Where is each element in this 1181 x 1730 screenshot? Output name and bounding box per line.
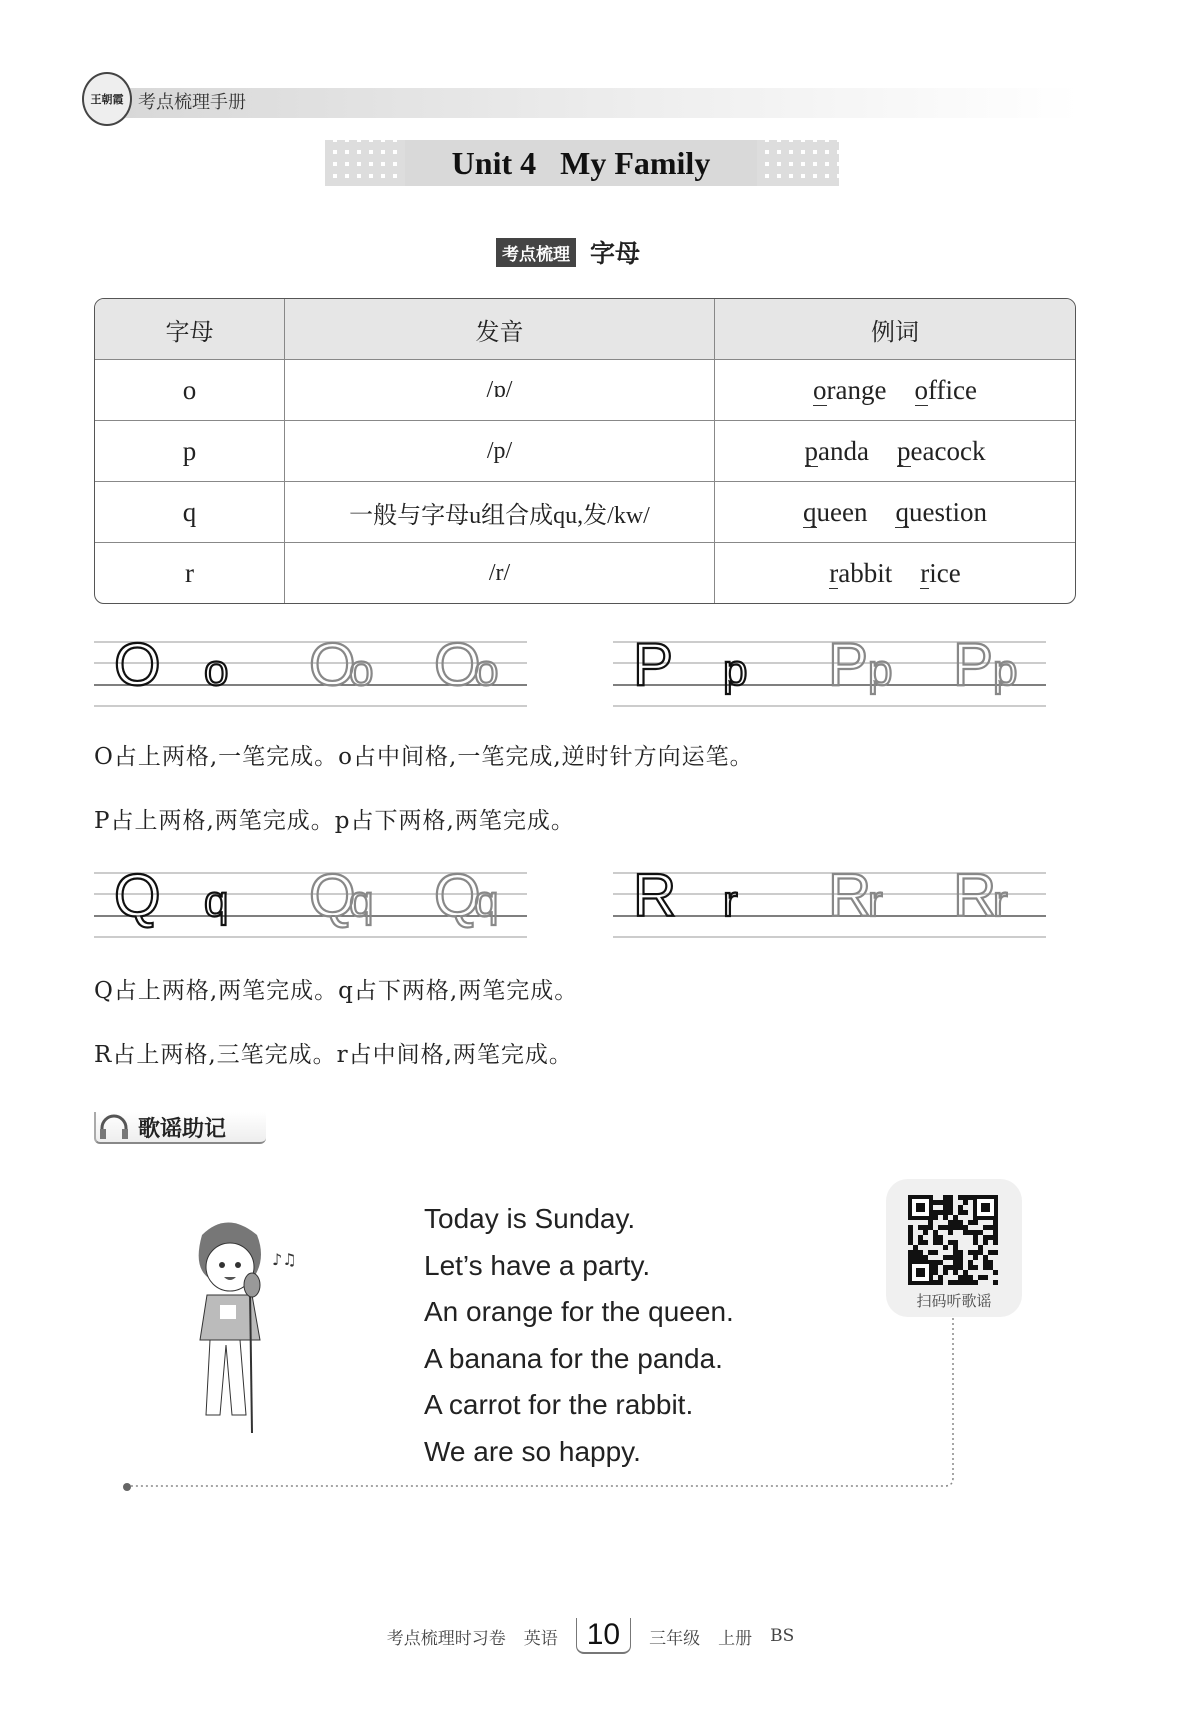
song-line: A carrot for the rabbit. bbox=[424, 1389, 694, 1420]
song-section-tag bbox=[94, 1112, 266, 1144]
letter-cell: r bbox=[95, 543, 285, 603]
trace-uppercase: P bbox=[828, 640, 869, 698]
trace-lowercase: q bbox=[349, 877, 374, 926]
underlined-letter: r bbox=[829, 557, 839, 588]
page-number: 10 bbox=[576, 1618, 631, 1654]
table-row bbox=[95, 421, 1075, 482]
trace-lowercase: o bbox=[349, 646, 374, 695]
word-rest: uestion bbox=[908, 496, 987, 527]
letter-cell: o bbox=[95, 360, 285, 421]
qr-code[interactable] bbox=[908, 1195, 998, 1285]
trace-uppercase: Q bbox=[309, 871, 356, 929]
underlined-letter: r bbox=[920, 557, 930, 588]
trace-lowercase: p bbox=[993, 646, 1018, 695]
book-title: 考点梳理手册 bbox=[138, 92, 246, 113]
publisher-logo bbox=[82, 72, 132, 126]
handwriting-grid-O bbox=[94, 640, 527, 710]
logo-text: 王朝霞 bbox=[90, 93, 124, 106]
underlined-letter: o bbox=[914, 374, 928, 405]
col-header-sound: 发音 bbox=[285, 299, 715, 360]
word-rest: range bbox=[826, 374, 887, 405]
footer-subject: 英语 bbox=[523, 1628, 558, 1649]
table-row bbox=[95, 543, 1075, 603]
trace-lowercase: q bbox=[474, 877, 499, 926]
example-word bbox=[895, 497, 987, 527]
section-heading bbox=[496, 234, 640, 270]
example-word bbox=[805, 436, 869, 466]
trace-lowercase: o bbox=[474, 646, 499, 695]
model-uppercase: P bbox=[633, 640, 674, 698]
handwriting-grid-P bbox=[613, 640, 1046, 710]
word-rest: eacock bbox=[910, 435, 986, 466]
song-lyrics bbox=[424, 1196, 734, 1475]
underlined-letter: q bbox=[803, 496, 817, 527]
trace-uppercase: R bbox=[828, 871, 872, 929]
model-lowercase: q bbox=[204, 877, 229, 926]
example-word bbox=[829, 558, 892, 588]
page-footer bbox=[0, 1618, 1181, 1654]
singing-girl-illustration bbox=[172, 1215, 312, 1440]
footer-edition: BS bbox=[770, 1626, 795, 1646]
table-row bbox=[95, 360, 1075, 421]
note-q: Q占上两格,两笔完成。q占下两格,两笔完成。 bbox=[94, 978, 579, 1004]
word-rest: ueen bbox=[816, 496, 868, 527]
footer-series: 考点梳理时习卷 bbox=[386, 1628, 506, 1649]
word-rest: abbit bbox=[838, 557, 893, 588]
note-p: P占上两格,两笔完成。p占下两格,两笔完成。 bbox=[94, 808, 575, 834]
note-o: O占上两格,一笔完成。o占中间格,一笔完成,逆时针方向运笔。 bbox=[94, 744, 754, 770]
examples-cell bbox=[715, 360, 1075, 421]
header-bar bbox=[120, 88, 1080, 118]
letter-cell: p bbox=[95, 421, 285, 482]
trace-uppercase: O bbox=[309, 640, 356, 698]
song-line: Today is Sunday. bbox=[424, 1203, 636, 1234]
section-tag: 考点梳理 bbox=[496, 238, 576, 267]
handwriting-grid-R bbox=[613, 871, 1046, 941]
handwriting-grid-Q bbox=[94, 871, 527, 941]
trace-uppercase: R bbox=[953, 871, 997, 929]
trace-lowercase: r bbox=[868, 877, 883, 926]
footer-grade: 三年级 bbox=[649, 1628, 701, 1649]
examples-cell bbox=[715, 421, 1075, 482]
qr-label: 扫码听歌谣 bbox=[916, 1292, 992, 1310]
trace-lowercase: r bbox=[993, 877, 1008, 926]
example-word bbox=[915, 375, 977, 405]
song-line: An orange for the queen. bbox=[424, 1296, 734, 1327]
footer-volume: 上册 bbox=[718, 1628, 753, 1649]
table-row bbox=[95, 482, 1075, 543]
letter-cell: q bbox=[95, 482, 285, 543]
word-rest: ffice bbox=[928, 374, 977, 405]
sound-cell: /p/ bbox=[285, 421, 715, 482]
svg-text:♪♫: ♪♫ bbox=[272, 1250, 297, 1269]
example-word bbox=[813, 375, 886, 405]
sound-cell: 一般与字母u组合成qu,发/kw/ bbox=[285, 482, 715, 543]
col-header-letter: 字母 bbox=[95, 299, 285, 360]
col-header-examples: 例词 bbox=[715, 299, 1075, 360]
example-word bbox=[803, 497, 867, 527]
song-tag-label: 歌谣助记 bbox=[138, 1116, 227, 1142]
song-line: Let’s have a party. bbox=[424, 1249, 651, 1281]
model-uppercase: O bbox=[114, 640, 161, 698]
examples-cell bbox=[715, 543, 1075, 603]
word-rest: ice bbox=[929, 557, 961, 588]
section-title: 字母 bbox=[590, 239, 641, 268]
model-lowercase: p bbox=[723, 646, 748, 695]
model-lowercase: o bbox=[204, 646, 229, 695]
song-line: We are so happy. bbox=[424, 1435, 641, 1467]
sound-cell: /ɒ/ bbox=[285, 360, 715, 421]
model-uppercase: Q bbox=[114, 871, 161, 929]
word-rest: anda bbox=[818, 435, 870, 466]
note-r: R占上两格,三笔完成。r占中间格,两笔完成。 bbox=[94, 1042, 573, 1068]
trace-uppercase: O bbox=[434, 640, 481, 698]
trace-lowercase: p bbox=[868, 646, 893, 695]
trace-uppercase: Q bbox=[434, 871, 481, 929]
table-header-row bbox=[95, 299, 1075, 360]
unit-title: Unit 4 My Family bbox=[405, 140, 757, 186]
trace-uppercase: P bbox=[953, 640, 994, 698]
letters-table bbox=[94, 298, 1076, 604]
example-word bbox=[920, 558, 960, 588]
examples-cell bbox=[715, 482, 1075, 543]
underlined-letter: o bbox=[813, 374, 827, 405]
song-line: A banana for the panda. bbox=[424, 1342, 723, 1374]
underlined-letter: p bbox=[804, 435, 819, 466]
headphones-icon bbox=[96, 1112, 132, 1142]
example-word bbox=[897, 436, 985, 466]
sound-cell: /r/ bbox=[285, 543, 715, 603]
model-uppercase: R bbox=[633, 871, 677, 929]
model-lowercase: r bbox=[723, 877, 738, 926]
underlined-letter: q bbox=[895, 496, 909, 527]
underlined-letter: p bbox=[897, 435, 911, 466]
